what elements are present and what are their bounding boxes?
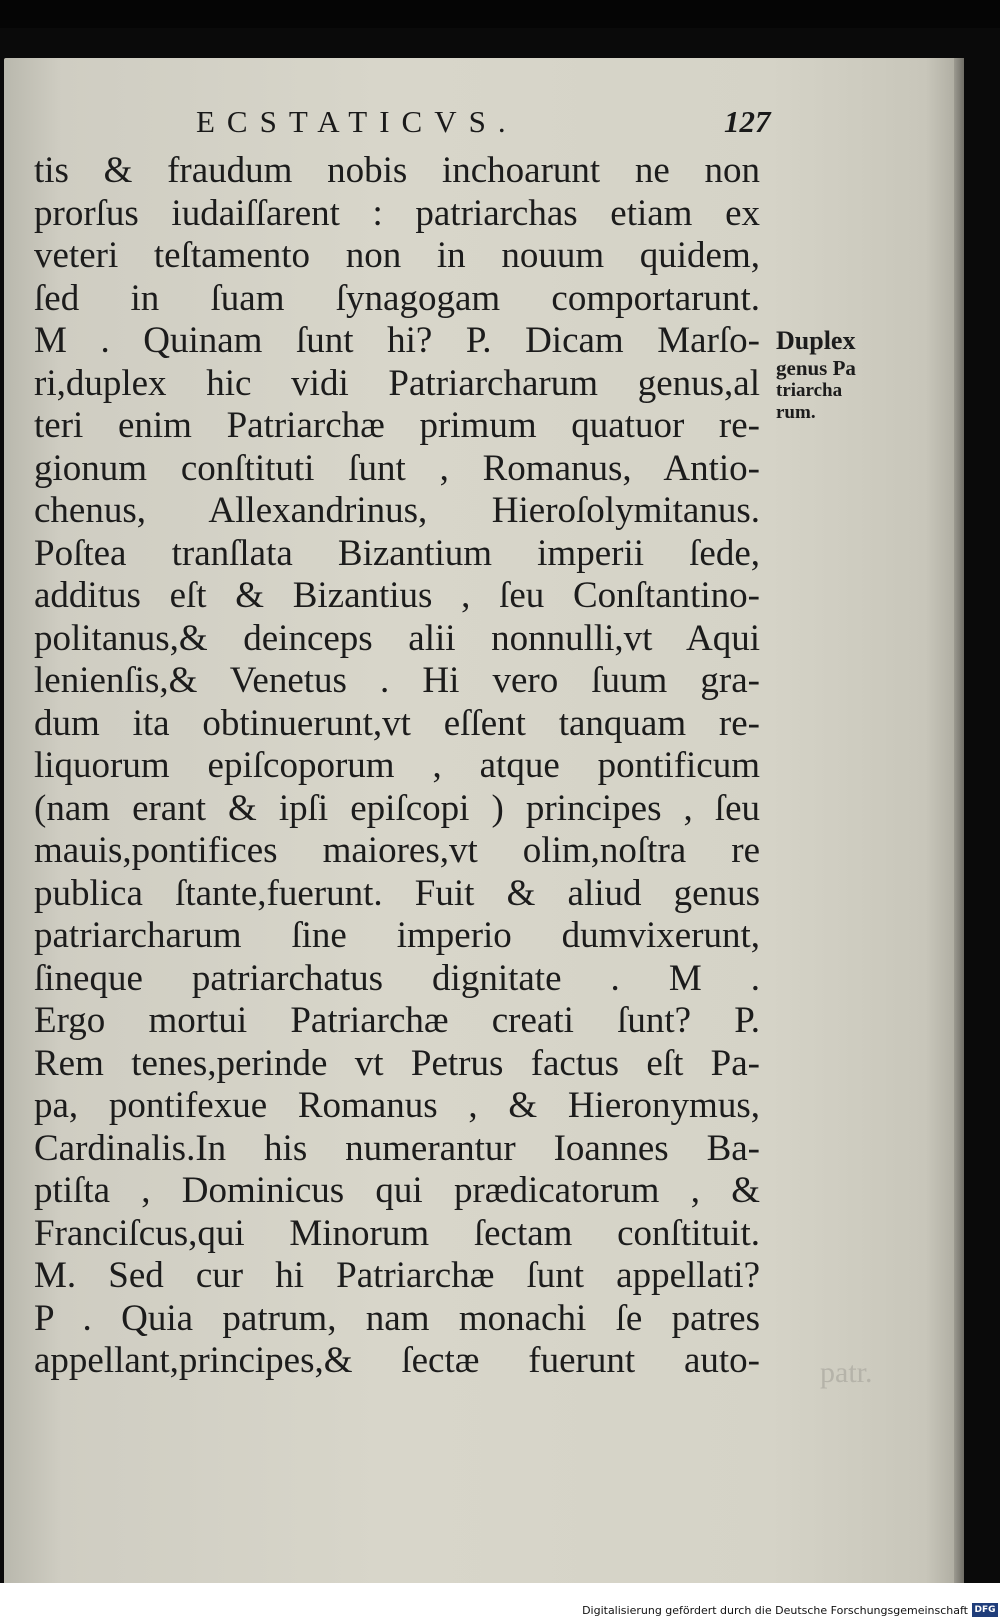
text-line: mauis,pontifices maiores,vt olim,noſtra re: [34, 830, 760, 871]
text-line: gionum conſtituti ſunt , Romanus, Antio-: [34, 447, 760, 489]
text-line: P . Quia patrum, nam monachi ſe patres: [34, 1297, 760, 1339]
text-line: lenienſis,& Venetus . Hi vero ſuum gra-: [34, 660, 760, 701]
text-line: liquorum epiſcoporum , atque pontificum: [34, 745, 760, 786]
text-line: tis & fraudum nobis inchoarunt ne non: [34, 150, 760, 191]
text-line: patriarcharum ſine imperio dumvixerunt,: [34, 915, 760, 956]
text-line: ptiſta , Dominicus qui prædicatorum , &: [34, 1170, 760, 1211]
text-line: publica ſtante,fuerunt. Fuit & aliud genus: [34, 872, 760, 914]
body-text: [34, 150, 760, 1383]
text-line: veteri teſtamento non in nouum quidem,: [34, 235, 760, 276]
text-line: politanus,& deinceps alii nonnulli,vt Aqui: [34, 617, 760, 659]
marginal-note-line: rum.: [776, 402, 816, 423]
text-line: Ergo mortui Patriarchæ creati ſunt? P.: [34, 1000, 760, 1041]
text-line: M . Quinam ſunt hi? P. Dicam Marſo-: [34, 320, 760, 361]
text-line: chenus, Allexandrinus, Hieroſolymitanus.: [34, 490, 760, 531]
marginal-note-line: Duplex: [776, 326, 856, 355]
text-line: Franciſcus,qui Minorum ſectam conſtituit.: [34, 1212, 760, 1254]
marginal-note: [776, 326, 886, 424]
dfg-logo-icon: DFG: [972, 1603, 998, 1617]
text-line: teri enim Patriarchæ primum quatuor re-: [34, 405, 760, 446]
text-line: M. Sed cur hi Patriarchæ ſunt appellati?: [34, 1255, 760, 1296]
marginal-note-line: triarcha: [776, 380, 843, 401]
text-line: ſineque patriarchatus dignitate . M .: [34, 957, 760, 999]
text-line: Cardinalis.In his numerantur Ioannes Ba-: [34, 1127, 760, 1169]
text-line: (nam erant & ipſi epiſcopi ) principes , ſeu: [34, 787, 760, 829]
text-line: ri,duplex hic vidi Patriarcharum genus,al: [34, 362, 760, 404]
text-line: dum ita obtinuerunt,vt eſſent tanquam re-: [34, 702, 760, 744]
text-line: Poſtea tranſlata Bizantium imperii ſede,: [34, 532, 760, 574]
marginal-note-line: genus Pa: [776, 356, 856, 380]
page-edge-shadow: [954, 58, 964, 1608]
running-head: ECSTATICVS.: [196, 104, 518, 139]
text-line: appellant,principes,& ſectæ fuerunt auto-: [34, 1340, 760, 1381]
text-line: additus eſt & Bizantius , ſeu Conſtantino-: [34, 575, 760, 616]
text-line: Rem tenes,perinde vt Petrus factus eſt Pa-: [34, 1042, 760, 1084]
text-line: pa, pontifexue Romanus , & Hieronymus,: [34, 1085, 760, 1126]
show-through-catchword: patr.: [820, 1356, 873, 1389]
text-line: prorſus iudaiſſarent : patriarchas etiam ex: [34, 192, 760, 234]
page-number: 127: [724, 104, 771, 139]
digitization-credit: Digitalisierung gefördert durch die Deutsche Forschungsgemeinschaft: [582, 1604, 968, 1617]
text-line: ſed in ſuam ſynagogam comportarunt.: [34, 277, 760, 319]
